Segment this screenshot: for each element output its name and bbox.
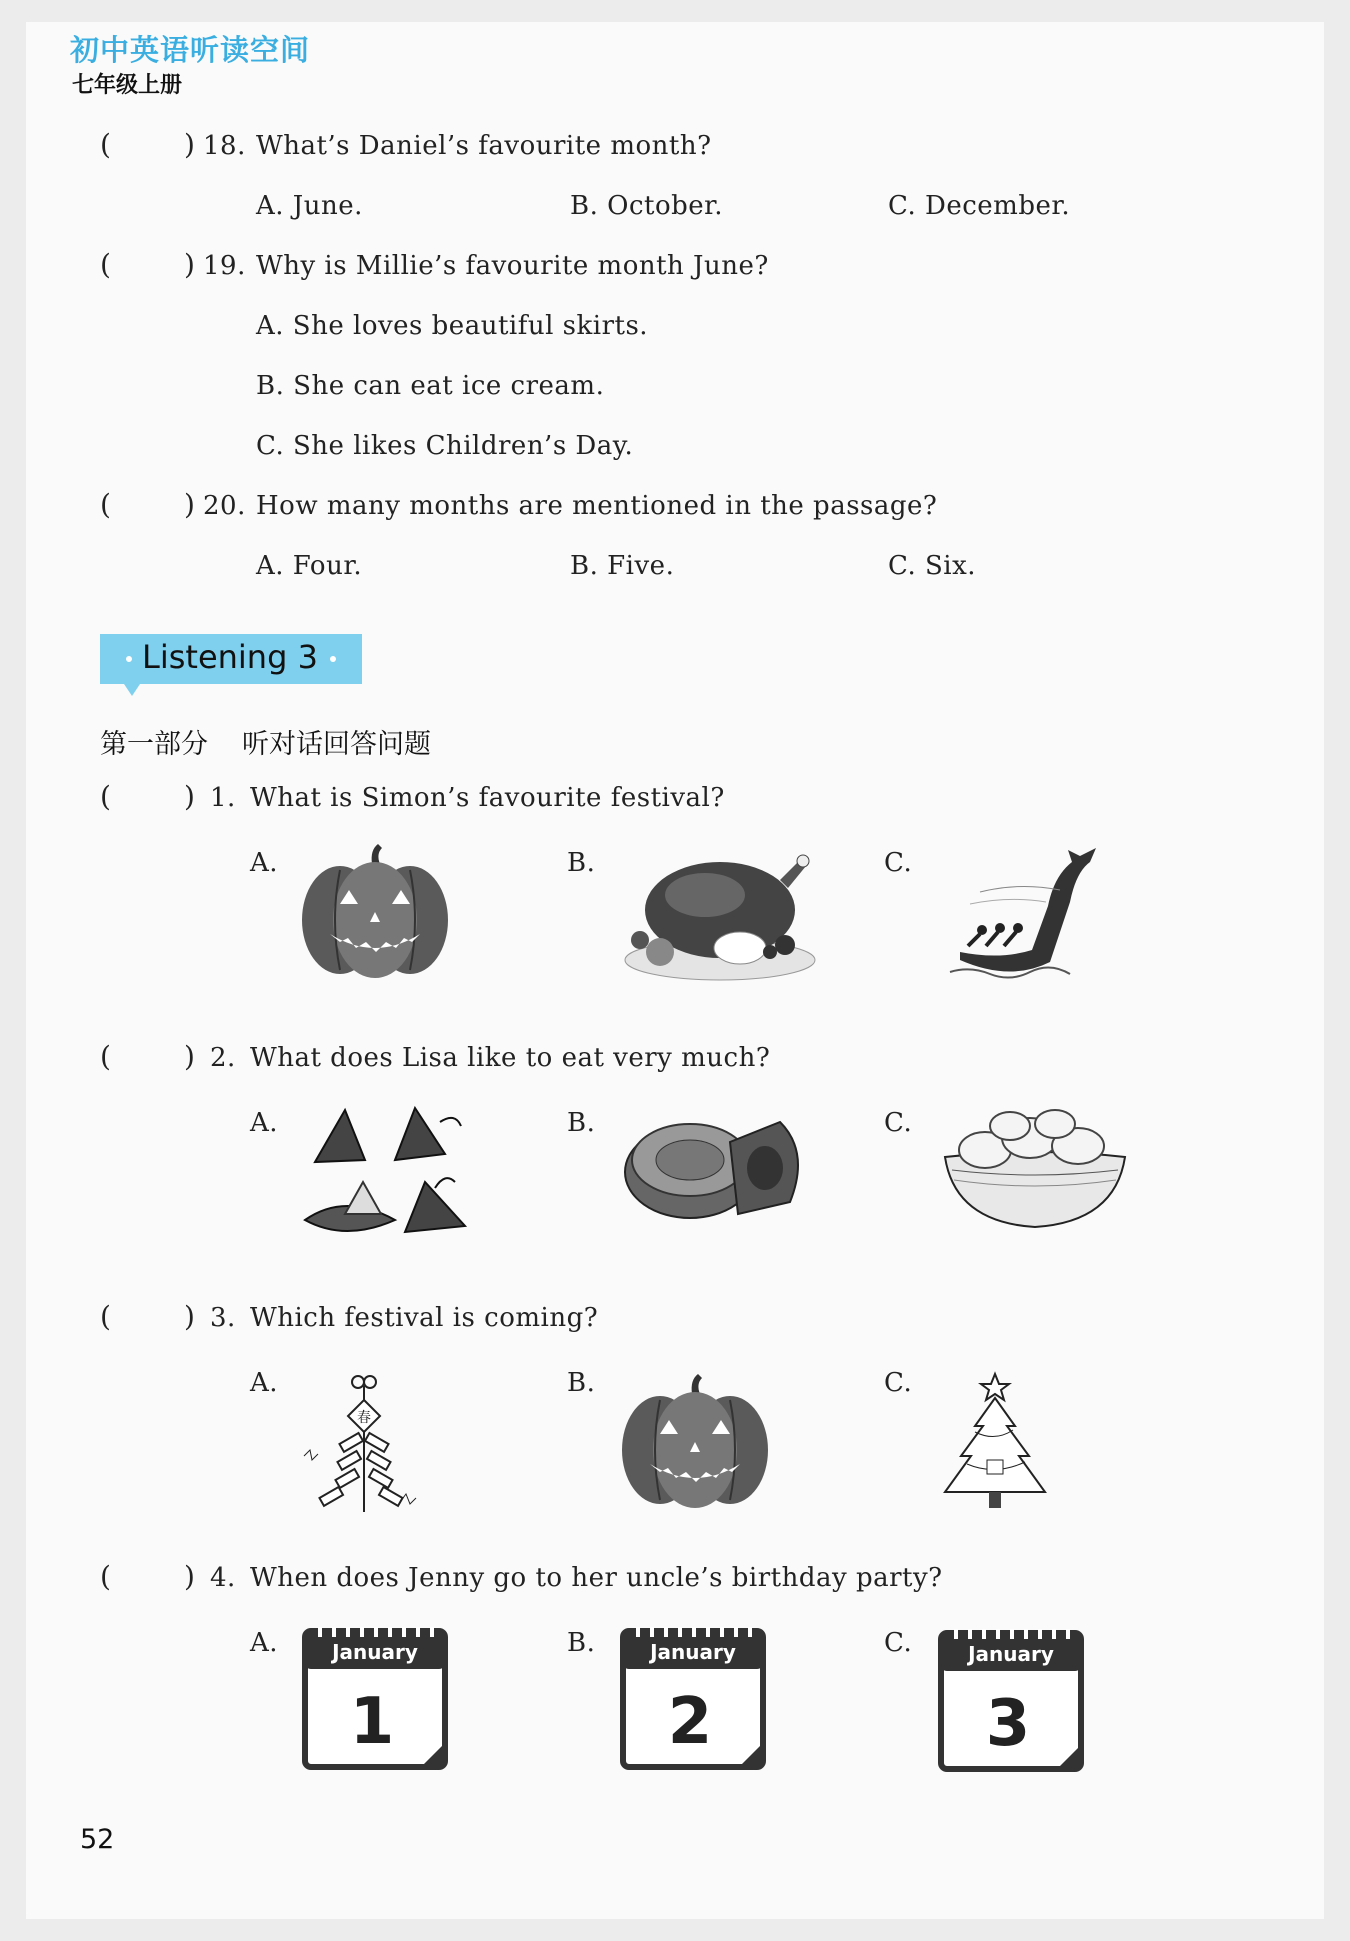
- mooncake-icon: [620, 1102, 810, 1232]
- answer-blank[interactable]: [118, 1296, 180, 1330]
- section-title: 听对话回答问题: [242, 729, 431, 760]
- calendar-icon: [620, 1625, 770, 1775]
- question-text: How many months are mentioned in the passage?: [256, 491, 938, 521]
- answer-blank[interactable]: [118, 124, 180, 158]
- calendar-month: January: [332, 1640, 418, 1664]
- answer-paren-open: (: [100, 488, 112, 521]
- section-heading: [100, 722, 465, 761]
- answer-paren-open: (: [100, 780, 112, 813]
- option-a: A. Four.: [256, 551, 363, 581]
- answer-paren-open: (: [100, 1560, 112, 1593]
- option-label-b: B.: [567, 1628, 596, 1658]
- dumplings-bowl-icon: [940, 1102, 1130, 1232]
- calendar-month: January: [650, 1640, 736, 1664]
- option-label-a: A.: [250, 1108, 279, 1138]
- answer-paren-close: ): [184, 128, 196, 161]
- answer-paren-open: (: [100, 128, 112, 161]
- option-label-a: A.: [250, 1628, 279, 1658]
- option-b: B. She can eat ice cream.: [256, 371, 605, 401]
- question-text: What is Simon’s favourite festival?: [250, 783, 725, 813]
- question-text: What’s Daniel’s favourite month?: [256, 131, 712, 161]
- question-number: 18.: [203, 131, 246, 161]
- option-a: A. June.: [256, 191, 363, 221]
- jack-o-lantern-icon: [300, 842, 450, 982]
- option-label-a: A.: [250, 1368, 279, 1398]
- firecracker-char: 春: [357, 1410, 371, 1426]
- question-number: 19.: [203, 251, 246, 281]
- option-b: B. October.: [570, 191, 723, 221]
- option-c: C. She likes Children’s Day.: [256, 431, 634, 461]
- option-c: C. December.: [888, 191, 1071, 221]
- question-number: 1.: [210, 783, 236, 813]
- answer-paren-close: ): [184, 1300, 196, 1333]
- answer-paren-open: (: [100, 1040, 112, 1073]
- section-banner: [100, 634, 362, 684]
- answer-paren-close: ): [184, 780, 196, 813]
- answer-blank[interactable]: [118, 484, 180, 518]
- answer-blank[interactable]: [118, 1556, 180, 1590]
- roast-turkey-icon: [620, 840, 820, 990]
- question-number: 2.: [210, 1043, 236, 1073]
- page-number: 52: [80, 1824, 115, 1855]
- calendar-icon: [938, 1627, 1088, 1777]
- answer-paren-close: ): [184, 248, 196, 281]
- answer-paren-close: ): [184, 1040, 196, 1073]
- question-text: Which festival is coming?: [250, 1303, 599, 1333]
- calendar-day: 1: [349, 1685, 395, 1759]
- option-label-c: C.: [884, 1108, 913, 1138]
- answer-paren-open: (: [100, 248, 112, 281]
- calendar-day: 3: [985, 1687, 1031, 1761]
- option-label-b: B.: [567, 1108, 596, 1138]
- question-text: Why is Millie’s favourite month June?: [256, 251, 769, 281]
- answer-blank[interactable]: [118, 776, 180, 810]
- option-label-c: C.: [884, 1368, 913, 1398]
- option-b: B. Five.: [570, 551, 675, 581]
- option-a: A. She loves beautiful skirts.: [256, 311, 649, 341]
- answer-blank[interactable]: [118, 244, 180, 278]
- answer-paren-close: ): [184, 1560, 196, 1593]
- answer-paren-close: ): [184, 488, 196, 521]
- jack-o-lantern-icon: [620, 1372, 770, 1512]
- answer-paren-open: (: [100, 1300, 112, 1333]
- section-part: 第一部分: [100, 729, 208, 760]
- question-number: 4.: [210, 1563, 236, 1593]
- firecrackers-icon: [300, 1372, 420, 1522]
- christmas-tree-icon: [945, 1372, 1065, 1522]
- question-number: 3.: [210, 1303, 236, 1333]
- banner-title: Listening 3: [142, 638, 318, 676]
- dragon-boat-icon: [950, 842, 1100, 987]
- grade-label: 七年级上册: [72, 73, 183, 98]
- question-text: What does Lisa like to eat very much?: [250, 1043, 771, 1073]
- option-label-b: B.: [567, 848, 596, 878]
- option-label-a: A.: [250, 848, 279, 878]
- question-number: 20.: [203, 491, 246, 521]
- calendar-day: 2: [667, 1685, 713, 1759]
- option-label-c: C.: [884, 848, 913, 878]
- option-label-b: B.: [567, 1368, 596, 1398]
- calendar-month: January: [968, 1642, 1054, 1666]
- book-title: 初中英语听读空间: [70, 33, 311, 67]
- option-label-c: C.: [884, 1628, 913, 1658]
- zongzi-icon: [305, 1102, 475, 1252]
- calendar-icon: [302, 1625, 452, 1775]
- answer-blank[interactable]: [118, 1036, 180, 1070]
- question-text: When does Jenny go to her uncle’s birthday party?: [250, 1563, 943, 1593]
- option-c: C. Six.: [888, 551, 977, 581]
